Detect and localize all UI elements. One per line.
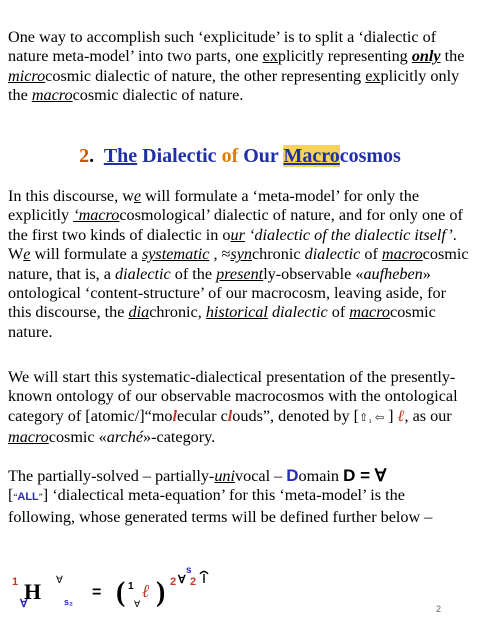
- eq-forall-3: ∀: [134, 599, 141, 609]
- all-label: ALL: [17, 491, 39, 504]
- ontology-paragraph: We will start this systematic-dialectical presentation of the presently-known ontology of our observable macrocosmos with the ontological category of [atomic/]“molecular clouds”, denoted by [⇧₁ ⇦ ] ℓ, as our macrocosmic «arché»-category.: [8, 368, 458, 447]
- section-heading: 2. The Dialectic of Our Macrocosmos: [79, 145, 401, 167]
- eq-ell: ℓ: [142, 581, 150, 601]
- svg-text:): ): [156, 577, 166, 608]
- svg-text:(: (: [116, 577, 126, 608]
- page-number: 2: [436, 604, 442, 614]
- bracket-symbol: ⇧₁ ⇦: [359, 411, 385, 424]
- eq-s: s: [186, 565, 192, 576]
- eq-forall-1: ∀: [20, 598, 28, 610]
- dialectical-meta-equation: [10, 563, 310, 613]
- eq-s2: s₂: [64, 597, 74, 607]
- intro-paragraph: One way to accomplish such ‘explicitude’ is to split a ‘dialectic of nature meta-model’ into two parts, one explicitly representing only the microcosmic dialectic of nature, the other representing explicitly only the macrocosmic dialectic of nature.: [8, 28, 465, 105]
- eq-sup-1b: 1: [128, 581, 134, 592]
- eq-equals: =: [92, 584, 102, 601]
- eq-forall-2: ∀: [56, 575, 63, 586]
- eq-exp-2b: 2: [190, 576, 197, 588]
- ell-symbol: ℓ: [397, 406, 405, 425]
- eq-exp-2: 2: [170, 576, 177, 588]
- discourse-paragraph: In this discourse, we will formulate a ‘meta-model’ for only the explicitly ‘macrocosmological’ dialectic of nature, and for only one of the first two kinds of dialectic in our ‘dialectic of the dialectic itself’. We will formulate a systematic , ≈synchronic dialectic of macrocosmic nature, that is, a dialectic of the presently-observable «aufheben» ontological ‘content-structure’ of our macrocosm, leaving aside, for this discourse, the diachronic, historical dialectic of macrocosmic nature.: [8, 187, 469, 341]
- eq-arrow-icon: [200, 572, 208, 584]
- eq-forall-4: ∀: [178, 574, 186, 586]
- equation-intro-paragraph: The partially-solved – partially-univocal – Domain D = ∀ [“ALL”] ‘dialectical meta-equation’ for this ‘meta-model’ is the following, whose generated terms will be defined further below –: [8, 466, 433, 526]
- eq-H: H: [24, 579, 42, 604]
- eq-sup-1: 1: [12, 576, 19, 588]
